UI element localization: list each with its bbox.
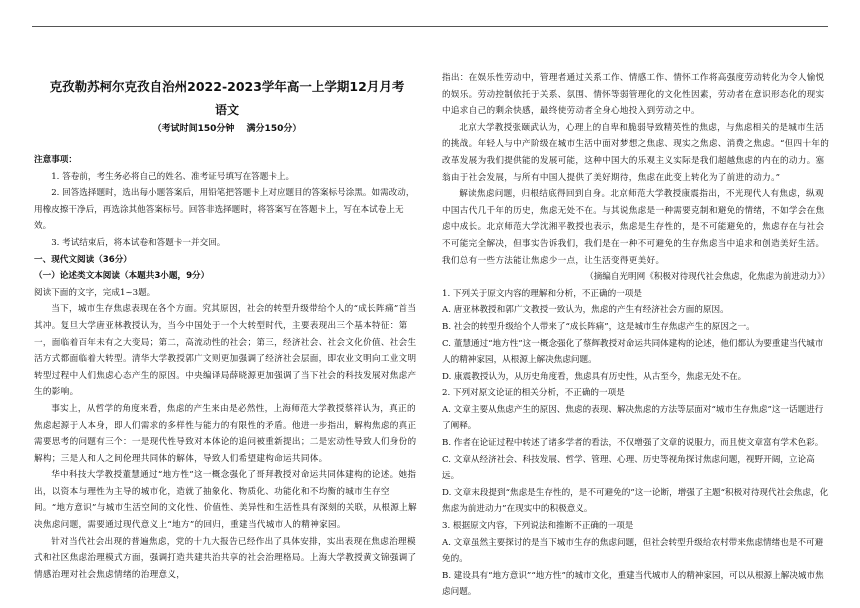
option-3a: A. 文章虽然主要探讨的是当下城市生存的焦虑问题，但社会转型升级给农村带来焦虑情绪也是不可避免的。 — [442, 537, 824, 565]
question-2: 2. 下列对原文论证的相关分析，不正确的一项是 — [442, 388, 625, 399]
option-2c: C. 文章从经济社会、科技发展、哲学、管理、心理、历史等视角探讨焦虑问题，视野开阔，立论高远。 — [442, 454, 815, 482]
left-column — [34, 70, 420, 583]
option-1b: B. 社会的转型升级给个人带来了“成长阵痛”，这是城市生存焦虑产生的原因之一。 — [442, 321, 755, 332]
question-1: 1. 下列关于原文内容的理解和分析，不正确的一项是 — [442, 288, 642, 299]
right-column — [442, 70, 830, 601]
passage-source: （摘编自光明网《积极对待现代社会焦虑，化焦虑为前进动力》） — [585, 272, 830, 283]
passage-paragraph: 事实上，从哲学的角度来看，焦虑的产生来由是必然性，上海师范大学教授蔡祥认为，真正的焦虑起源于人本身，即人们需求的多样性与能力的有限性的矛盾。他进一步指出，解构焦虑的真正需要思考的问题有三个：一是现代性导致对本体论的追问被重新提出；二是宏动性导致人们身份的解构；三是人和人之间伦理共同体的解体，导致人们希望建构命运共同体。 — [34, 403, 417, 464]
exam-subject: 语文 — [214, 103, 239, 117]
option-1d: D. 康震教授认为，从历史角度看，焦虑具有历史性，从古至今，焦虑无处不在。 — [442, 371, 747, 382]
question-3: 3. 根据原文内容，下列说法和推断不正确的一项是 — [442, 521, 634, 532]
option-1c: C. 董慧通过“地方性”这一概念强化了蔡辉教授对命运共同体建构的论述，他们都认为要重建当代城市人的精神家园，从根源上解决焦虑问题。 — [442, 338, 824, 366]
option-2d: D. 文章末段提到“焦虑是生存性的，是不可避免的”这一论断，增强了主题“积极对待现代社会焦虑，化焦虑为前进动力”在现实中的积极意义。 — [442, 487, 829, 515]
note-3: 3. 考试结束后，将本试卷和答题卡一并交回。 — [51, 237, 226, 248]
option-3b: B. 建设具有“地方意识”“地方性”的城市文化，重建当代城市人的精神家园，可以从根源上解决城市焦虑问题。 — [442, 570, 824, 598]
option-1a: A. 唐亚林教授和郭广文教授一致认为，焦虑的产生有经济社会方面的原因。 — [442, 305, 729, 316]
note-2: 2. 回答选择题时，选出每小题答案后，用铅笔把答题卡上对应题目的答案标号涂黑。如需改动，用橡皮擦干净后，再选涂其他答案标号。回答非选择题时，将答案写在答题卡上，写在本试卷上无效。 — [34, 188, 415, 232]
option-2a: A. 文章主要从焦虑产生的原因、焦虑的表现、解决焦虑的方法等层面对“城市生存焦虑”这一话题进行了阐释。 — [442, 404, 824, 432]
passage-paragraph: 当下，城市生存焦虑表现在各个方面。究其原因，社会的转型升级带给个人的“成长阵痛”首当其冲。复旦大学唐亚林教授认为，当今中国处于一个大转型时代，主要表现出三个基本特征：第一，面临着百年未有之大变局；第二，高流动性的社会；第三，经济社会、社会文化价值、社会生活方式都面临着大转型。清华大学教授郭广文则更加强调了经济社会层面，即农业文明向工业文明转型过程中人们焦虑心态产生的原因。中央编译局薛晓源更加强调了当下社会的科技发展对焦虑产生的影响。 — [34, 304, 417, 398]
passage-paragraph: 北京大学教授张颐武认为，心理上的自卑和脆弱导致精英性的焦虑，与焦虑相关的是城市生活的挑战。年轻人与中产阶级在城市生活中面对梦想之焦虑、现实之焦虑、消费之焦虑。“但四十年的改革发展为我们提供能的发展可能，这种中国大的乐观主义实际是我们超越焦虑的内在的动力。塞翁由于社会发展，与所有中国人提供了美好期待，焦虑在此变上转化为了前进的动力。” — [442, 122, 830, 183]
header-rule — [32, 26, 828, 27]
reading-instruction: 阅读下面的文字，完成1~3题。 — [34, 287, 156, 298]
exam-title: 克孜勒苏柯尔克孜自治州2022-2023学年高一上学期12月月考 — [49, 79, 405, 94]
passage-paragraph: 针对当代社会出现的普遍焦虑，党的十九大报告已经作出了具体安排，实出表现在焦虑治理模式和社区焦虑治理模式方面，强调打造共建共治共享的社会治理格局。上海大学教授黄文锦强调了情感治理对社会焦虑情绪的治理意义， — [34, 536, 417, 580]
subsection-heading: （一）论述类文本阅读（本题共3小题，9分） — [34, 271, 210, 282]
exam-meta: （考试时间150分钟 满分150分） — [152, 124, 302, 134]
passage-paragraph: 华中科技大学教授董慧通过“地方性”这一概念强化了哥拜教授对命运共同体建构的论述。她指出，以资本与理性为主导的城市化，造就了抽象化、物质化、功能化和不均衡的城市生存空间。“地方意识”与城市生活空间的文化性、价值性、美异性和生活性具有深刻的关联，从根源上解决焦虑问题，需要通过现代意义上“地方”的回归，重建当代城市人的精神家园。 — [34, 470, 417, 531]
passage-paragraph: 解读焦虑问题，归根结底得回到自身。北京师范大学教授康震指出，不光现代人有焦虑，纵观中国古代几千年的历史，焦虑无处不在。与其说焦虑是一种需要克制和避免的情绪，不如学会在焦虑中成长。北京师范大学沈湘平教授也表示，焦虑是生存性的，是不可能避免的，焦虑存在与社会不可能完全解决，但事实告诉我们，我们是在一种不可避免的生存焦虑当中追求和创造美好生活。我们总有一些方法能让焦虑少一点，让生活变得更美好。 — [442, 189, 825, 266]
option-2b: B. 作者在论证过程中转述了诸多学者的看法，不仅增强了文章的说服力，而且使文章富有学术色彩。 — [442, 438, 824, 449]
section-heading: 一、现代文阅读（36分） — [34, 254, 132, 265]
passage-paragraph: 指出：在娱乐性劳动中，管理者通过关系工作、情感工作、情怀工作将高强度劳动转化为令人愉悦的娱乐。劳动控制依托于关系、氛围、情怀等弱管理化的文化性因素，劳动者在意识形态化的现实中追求自己的剩余快感，最终使劳动者全身心地投入到劳动之中。 — [442, 73, 825, 117]
note-1: 1. 答卷前，考生务必将自己的姓名、准考证号填写在答题卡上。 — [51, 171, 295, 182]
notes-heading: 注意事项： — [34, 155, 77, 165]
